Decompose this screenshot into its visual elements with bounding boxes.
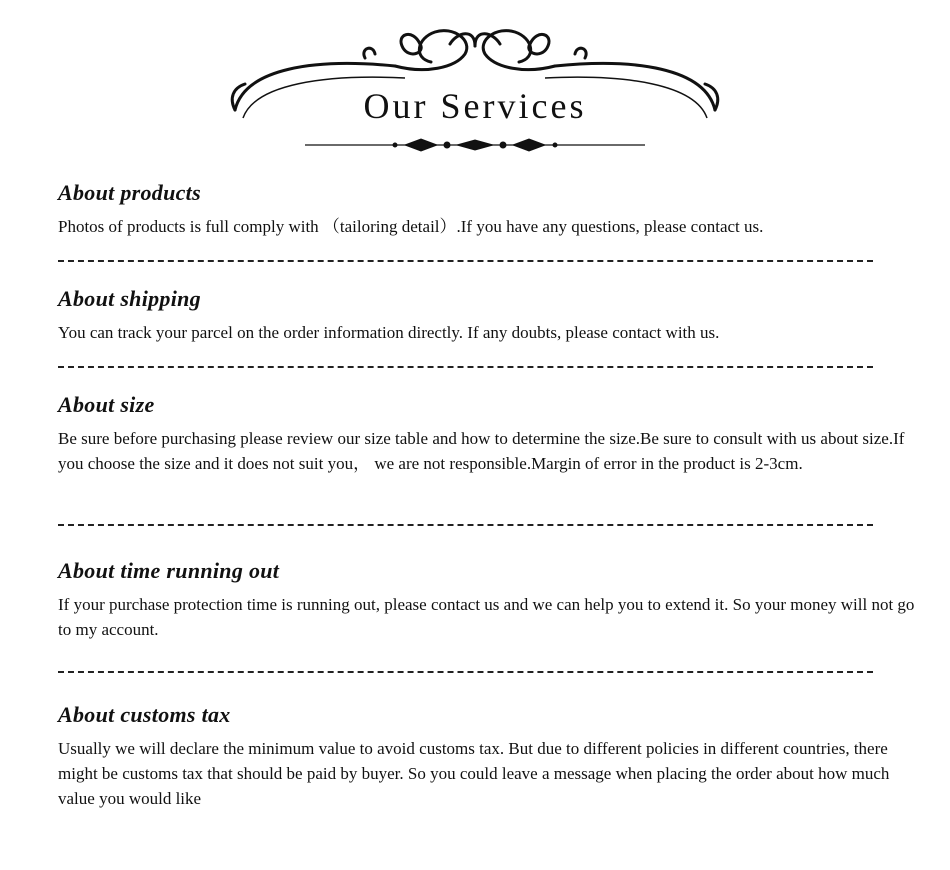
section-body: Be sure before purchasing please review our size table and how to determine the size.Be sure to consult with us about size.If you choose the size and it does not suit you， we are not responsible.Margin of error in the product is 2-3cm.: [58, 429, 905, 473]
section-body: Photos of products is full comply with （tailoring detail）.If you have any questions, please contact us.: [58, 217, 764, 236]
section-body: You can track your parcel on the order information directly. If any doubts, please contact with us.: [58, 323, 720, 342]
section-shipping: [58, 284, 918, 345]
section-heading: About products: [58, 180, 201, 205]
page-title: Our Services: [363, 86, 587, 126]
dashed-divider: [58, 671, 873, 673]
dashed-divider: [58, 366, 873, 368]
section-customs-tax: [58, 700, 918, 811]
section-size: [58, 390, 918, 476]
section-heading: About customs tax: [58, 702, 231, 727]
section-heading: About size: [58, 392, 155, 417]
dashed-divider: [58, 260, 873, 262]
header: [0, 0, 950, 170]
section-products: [58, 178, 918, 239]
section-heading: About time running out: [58, 558, 280, 583]
section-heading: About shipping: [58, 286, 201, 311]
dashed-divider: [58, 524, 873, 526]
section-body: Usually we will declare the minimum value to avoid customs tax. But due to different policies in different countries, there might be customs tax that should be paid by buyer. So you could leave a message when placing the order about how much value you would like: [58, 739, 890, 808]
section-time-running-out: [58, 556, 918, 642]
section-body: If your purchase protection time is running out, please contact us and we can help you to extend it. So your money will not go to my account.: [58, 595, 915, 639]
